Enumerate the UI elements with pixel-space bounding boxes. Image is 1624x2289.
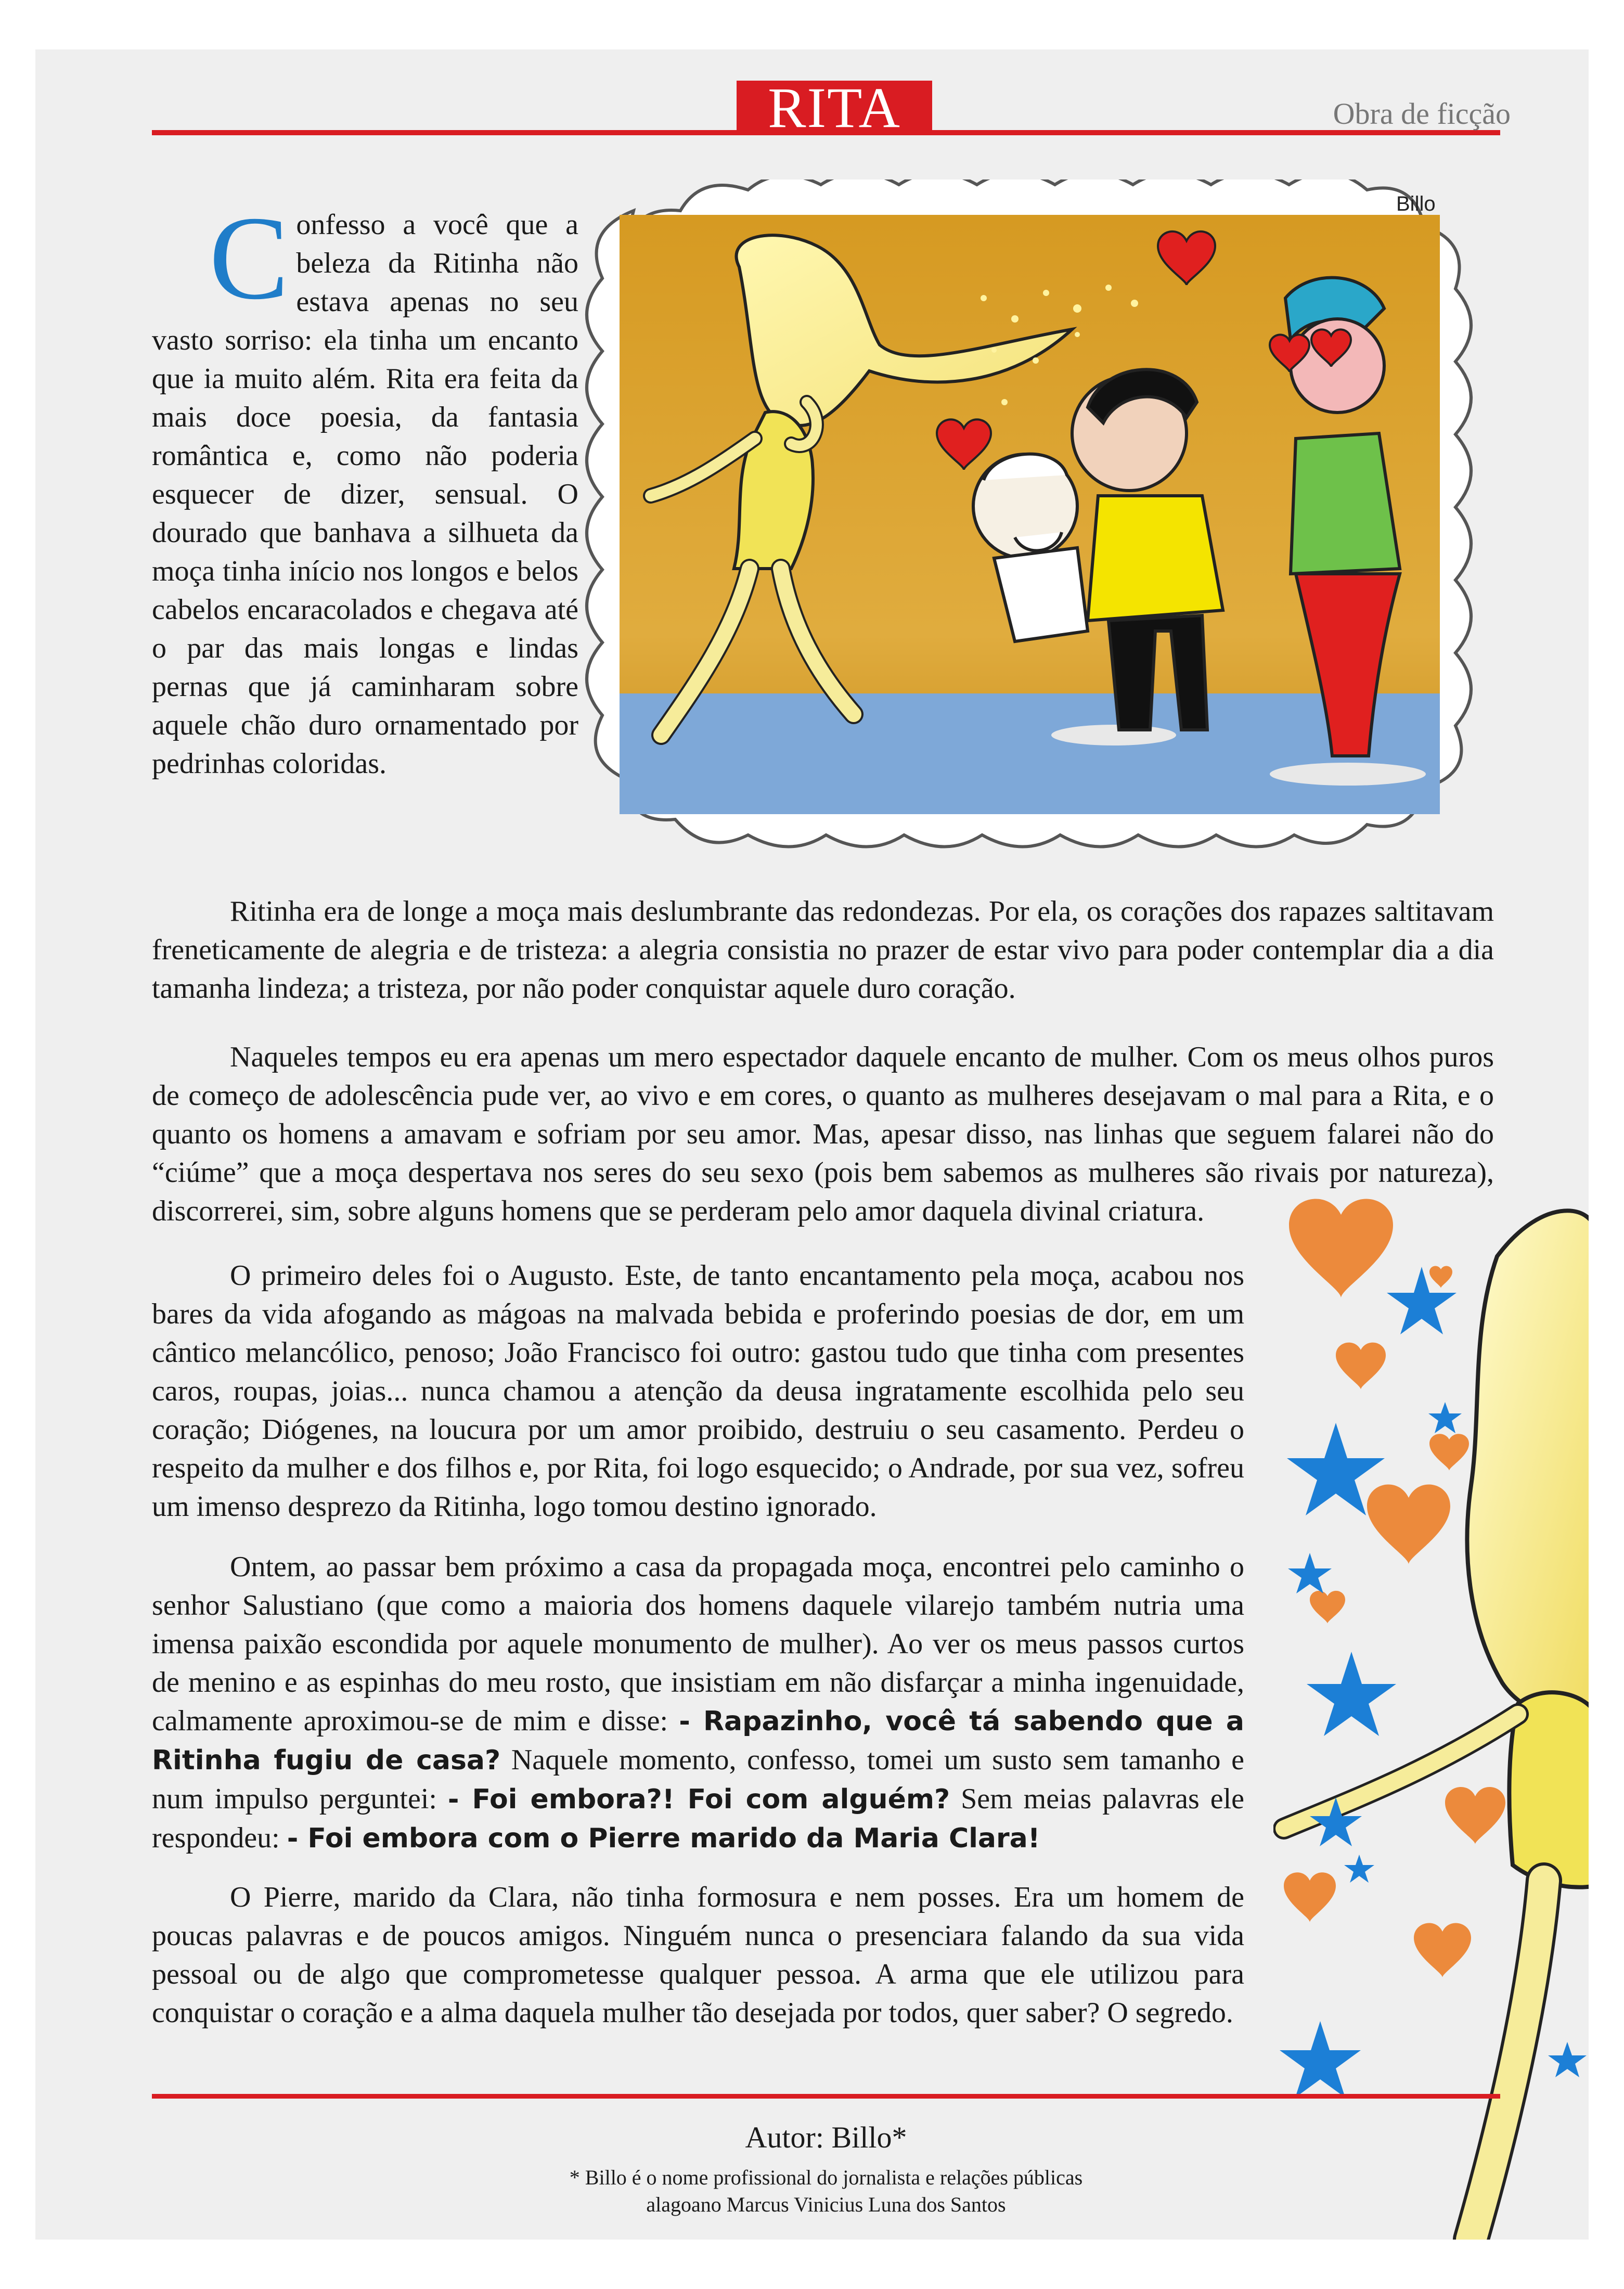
heart-icon [1284,1872,1336,1922]
heart-icon [1336,1343,1386,1390]
star-icon [1280,2021,1361,2098]
heart-icon [1429,1266,1452,1288]
quote-salustiano-1: - Rapazinho, você tá sabendo que a Ritinha fugiu de casa? [152,1706,1245,1776]
star-icon [1548,2042,1587,2077]
author-line: Autor: Billo* [745,2120,907,2154]
author-note [452,2164,1201,2218]
star-icon [1307,1652,1396,1736]
paragraph-5: O Pierre, marido da Clara, não tinha formosura e nem posses. Era um homem de poucas palavras e de poucos amigos. Ninguém nunca o presenciara falando da sua vida pessoal ou de algo que comprometesse qualquer pessoa. A arma que ele utilizou para conquistar o coração e a alma daquela mulher tão desejada por todos, quer saber? O segredo. [152,1881,1244,2029]
star-icon [1288,1553,1332,1593]
paragraph-1: Ritinha era de longe a moça mais deslumbrante das redondezas. Por ela, os corações dos rapazes saltitavam freneticamente de alegria e de tristeza: a alegria consistia no prazer de estar vivo para poder contemplar dia a dia tamanha lindeza; a tristeza, por não poder conquistar aquele duro coração. [152,895,1494,1005]
page-subtitle: Obra de ficção [1333,97,1511,131]
page [35,49,1589,2240]
quote-narrator: - Foi embora?! Foi com alguém? [447,1784,950,1815]
paragraph-4-text: Naquele momento, confesso, tomei um susto sem tamanho e num impulso perguntei: [152,1744,1244,1815]
cartoon-illustration [620,215,1440,814]
heart-icon [1445,1787,1505,1844]
paragraph-2: Naqueles tempos eu era apenas um mero espectador daquele encanto de mulher. Com os meus olhos puros de começo de adolescência pude ver, ao vivo e em cores, o quanto as mulheres desejavam o mal para a Rita, e o quanto os homens a amavam e sofriam por seu amor. Mas, apesar disso, nas linhas que seguem falarei não do “ciúme” que a moça despertava nos seres do seu sexo (pois bem sabemos as mulheres são rivais por natureza), discorrerei, sim, sobre alguns homens que se perderam pelo amor daquela divinal criatura. [152,1041,1494,1227]
drop-cap: C [209,191,289,324]
heart-icon [1429,1434,1469,1471]
star-icon [1428,1402,1462,1433]
paragraph-3: O primeiro deles foi o Augusto. Este, de tanto encantamento pela moça, acabou nos bares da vida afogando as mágoas na malvada bebida e proferindo poesias de dor, em um cântico melancólico, penoso; João Francisco foi outro: gastou tudo que tinha com presentes caros, roupas, joias... nunca chamou a atenção da deusa ingratamente escolhida pelo seu coração; Diógenes, na loucura por um amor proibido, destruiu o seu casamento. Perdeu o respeito da mulher e dos filhos e, por Rita, foi logo esquecido; o Andrade, por sua vez, sofreu um imenso desprezo da Ritinha, logo tomou destino ignorado. [152,1259,1244,1523]
side-decoration [1273,1194,1589,2240]
paragraph-4-text: Sem meias palavras ele respondeu: [152,1783,1244,1854]
intro-paragraph [152,191,578,783]
author-note-line-1: * Billo é o nome profissional do jornalista e relações públicas [569,2166,1083,2189]
quote-salustiano-2: - Foi embora com o Pierre marido da Maria Clara! [287,1823,1040,1854]
heart-icon [1367,1484,1450,1564]
page-title: RITA [737,81,932,135]
illustration-credit: Billo [1396,192,1436,215]
author-note-line-2: alagoano Marcus Vinicius Luna dos Santos [646,2193,1006,2216]
heart-icon [1289,1199,1393,1298]
footer-rule [152,2094,1500,2099]
paragraph-4 [152,1548,1244,1858]
intro-text: onfesso a você que a beleza da Ritinha não estava apenas no seu vasto sorriso: ela tinha um encanto que ia muito além. Rita era feita da mais doce poesia, da fantasia romântica e, como não poderia esquecer de dizer, sensual. O dourado que banhava a silhueta da moça tinha início nos longos e belos cabelos encaracolados e chegava até o par das mais longas e lindas pernas que já caminharam sobre aquele chão duro ornamentado por pedrinhas coloridas. [152,209,578,780]
star-icon [1344,1855,1374,1883]
heart-icon [1310,1591,1345,1624]
paragraph-4-text: Ontem, ao passar bem próximo a casa da propagada moça, encontrei pelo caminho o senhor Salustiano (que como a maioria dos homens daquele vilarejo também nutria uma imensa paixão escondida por aquele monumento de mulher). Ao ver os meus passos curtos de menino e as espinhas do meu rosto, que insistiam em não disfarçar a minha ingenuidade, calmamente aproximou-se de mim e disse: [152,1551,1244,1737]
heart-icon [1414,1923,1471,1977]
